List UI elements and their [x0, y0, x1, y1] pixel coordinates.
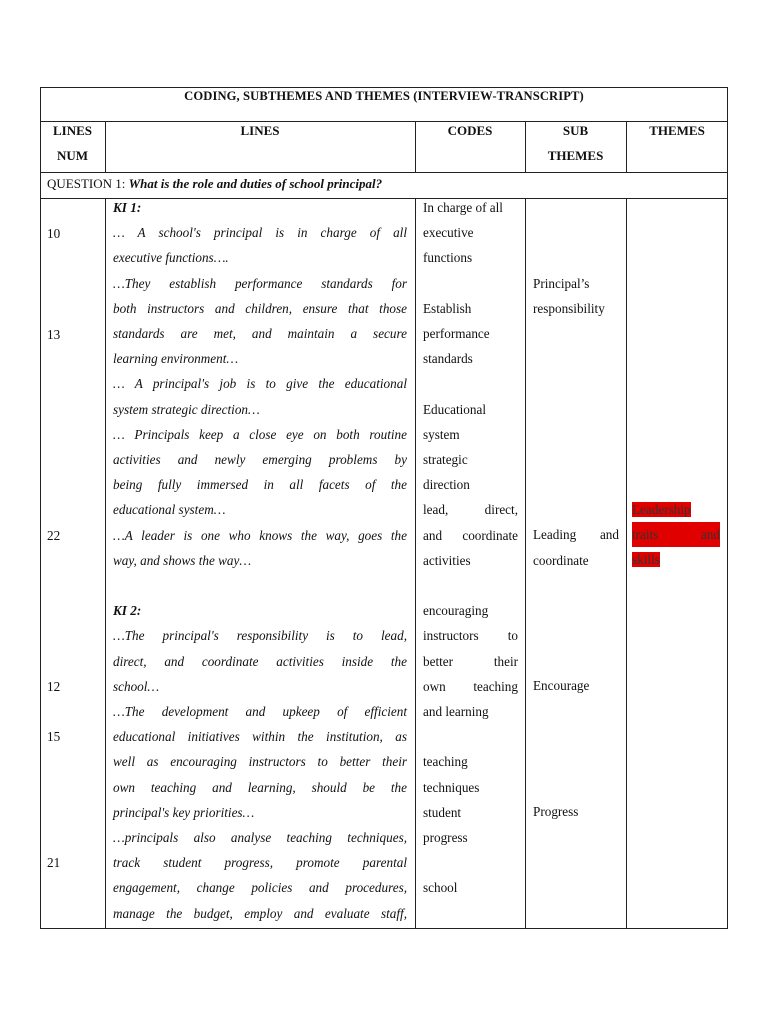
- column-divider: [626, 198, 627, 929]
- theme-highlight: traits and: [632, 522, 720, 547]
- transcript-line: direct, and coordinate activities inside the: [113, 653, 407, 669]
- code-line: lead, direct,: [423, 502, 518, 518]
- code-line-blank: [423, 271, 518, 296]
- transcript-line: own teaching and learning, should be the: [113, 779, 407, 795]
- line-number: 22: [47, 528, 61, 543]
- code-line: Educational: [423, 401, 486, 417]
- transcript-line: …They establish performance standards for: [113, 275, 407, 291]
- code-line: strategic: [423, 452, 468, 467]
- transcript-line: system strategic direction…: [113, 401, 260, 417]
- code-line: and learning: [423, 704, 489, 720]
- code-line: executive: [423, 225, 474, 241]
- code-line: system: [423, 426, 460, 442]
- theme-line: [632, 522, 720, 547]
- transcript-line: … A school's principal is in charge of all: [113, 225, 407, 241]
- code-line: encouraging: [423, 603, 489, 619]
- key-informant-label: KI 1:: [113, 200, 142, 215]
- code-line: school: [423, 880, 458, 896]
- column-divider: [105, 198, 106, 929]
- question-row: [47, 171, 382, 196]
- transcript-line: way, and shows the way…: [113, 552, 252, 568]
- theme-line: [632, 547, 720, 572]
- header-themes: THEMES: [649, 123, 705, 138]
- subtheme: responsibility: [533, 301, 605, 316]
- code-line: student: [423, 804, 462, 820]
- transcript-line: school…: [113, 678, 160, 694]
- transcript-line: …The development and upkeep of efficient: [113, 704, 407, 720]
- transcript-line: track student progress, promote parental: [113, 855, 407, 871]
- transcript-line: being fully immersed in all facets of the: [113, 477, 407, 493]
- transcript-line: …The principal's responsibility is to lead,: [113, 628, 407, 644]
- column-divider: [525, 198, 526, 929]
- code-line: standards: [423, 351, 473, 367]
- transcript-line: …A leader is one who knows the way, goes the: [113, 527, 407, 543]
- code-line-blank: [423, 573, 518, 598]
- transcript-line: educational initiatives within the institution, as: [113, 729, 407, 745]
- transcript-line: learning environment…: [113, 351, 239, 367]
- code-line: and coordinate: [423, 527, 518, 543]
- header-subthemes: [525, 118, 626, 168]
- header-sub-line1: SUB: [562, 123, 589, 138]
- subtheme: Principal’s: [533, 276, 590, 291]
- code-line: performance: [423, 326, 490, 341]
- line-number: 21: [47, 855, 61, 870]
- code-line: instructors to: [423, 628, 518, 644]
- transcript-line: executive functions….: [113, 250, 229, 266]
- header-sub-line2: THEMES: [547, 148, 604, 163]
- transcript-line-blank: [113, 573, 407, 598]
- code-line-blank: [423, 850, 518, 875]
- transcript-line: principal's key priorities…: [113, 804, 255, 820]
- transcript-line: manage the budget, employ and evaluate staff,: [113, 905, 407, 921]
- code-line: In charge of all: [423, 200, 503, 215]
- codes-column: [423, 195, 518, 901]
- code-line: teaching: [423, 754, 468, 770]
- table-title: CODING, SUBTHEMES AND THEMES (INTERVIEW-TRANSCRIPT): [184, 89, 584, 103]
- code-line: direction: [423, 477, 470, 493]
- theme-highlight: skills: [632, 552, 660, 568]
- question-text: What is the role and duties of school principal?: [128, 176, 383, 191]
- question-label: QUESTION 1:: [47, 176, 129, 191]
- code-line: activities: [423, 552, 471, 568]
- header-lines-num: [40, 118, 105, 168]
- transcript-line: … A principal's job is to give the educational: [113, 376, 407, 392]
- code-line-blank: [423, 724, 518, 749]
- column-divider: [415, 198, 416, 929]
- line-number: 10: [47, 226, 61, 241]
- header-lines-num-line2: NUM: [56, 148, 89, 163]
- code-line: functions: [423, 250, 473, 266]
- theme-highlight: Leadership: [632, 502, 691, 517]
- key-informant-label: KI 2:: [113, 603, 142, 619]
- subtheme: Progress: [533, 804, 579, 819]
- transcript-line: standards are met, and maintain a secure: [113, 326, 407, 342]
- transcript-line: well as encouraging instructors to better their: [113, 754, 407, 770]
- line-number: 12: [47, 679, 61, 694]
- code-line: better their: [423, 653, 518, 669]
- transcript-column: [113, 195, 407, 926]
- transcript-line: both instructors and children, ensure that those: [113, 300, 407, 316]
- line-number: 13: [47, 327, 61, 342]
- theme-line: [632, 497, 720, 522]
- theme-cell: [632, 497, 720, 573]
- code-line: Establish: [423, 300, 472, 316]
- transcript-line: educational system…: [113, 502, 226, 518]
- transcript-line: activities and newly emerging problems by: [113, 452, 407, 468]
- header-codes: CODES: [447, 123, 493, 138]
- subtheme: coordinate: [533, 553, 589, 568]
- subtheme: Encourage: [533, 678, 590, 693]
- header-lines: LINES: [240, 123, 280, 138]
- line-number: 15: [47, 729, 61, 744]
- code-line-blank: [423, 371, 518, 396]
- transcript-line: … Principals keep a close eye on both routine: [113, 426, 407, 442]
- code-line: own teaching: [423, 678, 518, 694]
- transcript-line: …principals also analyse teaching techniques,: [113, 830, 407, 846]
- header-lines-num-line1: LINES: [52, 123, 93, 138]
- transcript-line: engagement, change policies and procedures,: [113, 880, 407, 896]
- code-line: techniques: [423, 779, 480, 795]
- subtheme: Leading and: [533, 527, 619, 542]
- code-line: progress: [423, 830, 468, 846]
